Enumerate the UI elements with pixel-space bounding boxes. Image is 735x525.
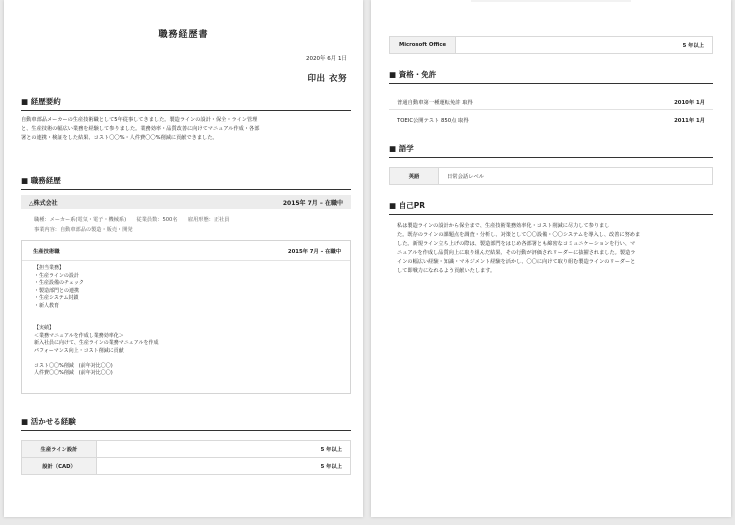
job-line: ＜業務マニュアルを作成し業務効率化＞	[34, 332, 124, 339]
job-line	[34, 310, 338, 318]
license-name: 普通自動車第一種運転免許 取得	[397, 100, 473, 106]
job-line: 人件費〇〇%削減 (前年対比〇〇)	[34, 370, 113, 376]
license-item	[389, 98, 713, 106]
pr-line: した。新規ライン立ち上げの際は、製造部門をはじめ各部署とも綿密なコミュニケーションを行い、マ	[397, 241, 636, 247]
section-heading-languages: ■ 語学	[389, 143, 713, 158]
summary-line: 自動車部品メーカーの生産技術職として5年従事してきました。製造ラインの設計・保全・ライン管理	[21, 117, 258, 123]
summary-text	[21, 116, 351, 143]
job-header	[22, 241, 350, 261]
job-description	[22, 261, 350, 382]
table-row	[22, 441, 351, 458]
section-heading-licenses: ■ 資格・免許	[389, 69, 713, 84]
section-heading-skills: ■ 活かせる経験	[21, 416, 351, 431]
pr-line: た。既存のラインの課題点を調査・分析し、対策として〇〇設備・〇〇システムを導入し、改善に努めま	[397, 232, 641, 238]
job-line: コスト〇〇%削減 (前年対比〇〇)	[34, 362, 113, 369]
job-line: 新入社員に向けて、生産ラインの業務マニュアルを作成	[34, 340, 159, 346]
skills-table	[21, 440, 351, 475]
job-line: パフォーマンス向上・コスト削減に貢献	[34, 347, 124, 354]
document-date: 2020年 6月 1日	[306, 56, 347, 62]
license-divider	[389, 109, 713, 110]
company-info-line: 事業内容：自動車部品の製造・販売・開発	[34, 227, 133, 233]
job-line	[34, 318, 338, 326]
page-top-strip	[471, 0, 631, 2]
license-year: 2010年 1月	[674, 100, 705, 106]
company-info	[34, 215, 229, 235]
job-line	[34, 355, 338, 363]
license-name: TOEIC公開テスト 850点 取得	[397, 118, 469, 124]
resume-page-1	[4, 0, 363, 517]
document-title: 職務経歴書	[158, 30, 209, 40]
company-name: △株式会社	[29, 199, 58, 207]
section-heading-pr: ■ 自己PR	[389, 200, 713, 215]
company-header	[21, 195, 351, 209]
table-row	[390, 168, 713, 185]
language-table	[389, 167, 713, 185]
summary-line: と、生産技術の幅広い業務を経験して参りました。業務効率・品質改善に向けてマニュアル作成・各部	[21, 126, 260, 132]
table-row	[22, 458, 351, 475]
skill-label: 設計（CAD）	[22, 458, 97, 475]
table-row	[390, 37, 713, 54]
pr-line: 私は製造ラインの設計から保全まで、生産技術業務効率化・コスト削減に尽力して参りまし	[397, 223, 610, 229]
pr-line: ニュアルを作成し品質向上に取り組んだ結果、その行動が評価されリーダーに抜擢されました。製造ラ	[397, 250, 636, 256]
job-title: 生産技術職	[33, 249, 60, 255]
job-period: 2015年 7月 – 在職中	[287, 249, 341, 255]
section-heading-career: ■ 職務経歴	[21, 175, 351, 190]
pr-line: インの幅広い経験・知識・マネジメント経験を活かし、〇〇に向けて取り組む製造ラインのリーダーと	[397, 259, 636, 265]
section-heading-summary: ■ 経歴要約	[21, 96, 351, 111]
summary-line: 署との連携・検証をした結果、コスト〇〇%・人件費〇〇%削減に貢献できました。	[21, 135, 218, 141]
pr-line: して即戦力になれるよう貢献いたします。	[397, 268, 496, 274]
job-line: ・製造部門との連携	[34, 287, 80, 294]
language-level: 日常会話レベル	[439, 168, 713, 185]
job-line: 【担当業務】	[34, 265, 65, 271]
skill-value: 5 年以上	[456, 37, 713, 54]
skill-value: 5 年以上	[97, 441, 351, 458]
company-period: 2015年 7月 – 在職中	[282, 199, 343, 207]
applicant-name: 印出 衣努	[307, 74, 347, 84]
resume-page-2	[371, 0, 731, 517]
job-line: 【実績】	[34, 325, 55, 331]
pr-text	[389, 222, 713, 276]
office-skill-table	[389, 36, 713, 54]
language-label: 英語	[390, 168, 439, 185]
license-item	[389, 116, 713, 124]
skill-label: 生産ライン設計	[22, 441, 97, 458]
job-line: ・生産ラインの設計	[34, 272, 79, 279]
skill-value: 5 年以上	[97, 458, 351, 475]
job-line: ・生産システム封鎖	[34, 295, 79, 301]
company-info-line: 職種：メーカー系(電気・電子・機械系) 従業員数：500名 雇用形態：正社員	[34, 217, 230, 223]
job-line: ・生産設備のチェック	[34, 280, 84, 286]
skill-label: Microsoft Office	[390, 37, 456, 54]
license-year: 2011年 1月	[674, 118, 705, 124]
job-line: ・新人教育	[34, 302, 60, 309]
job-detail-box	[21, 240, 351, 394]
